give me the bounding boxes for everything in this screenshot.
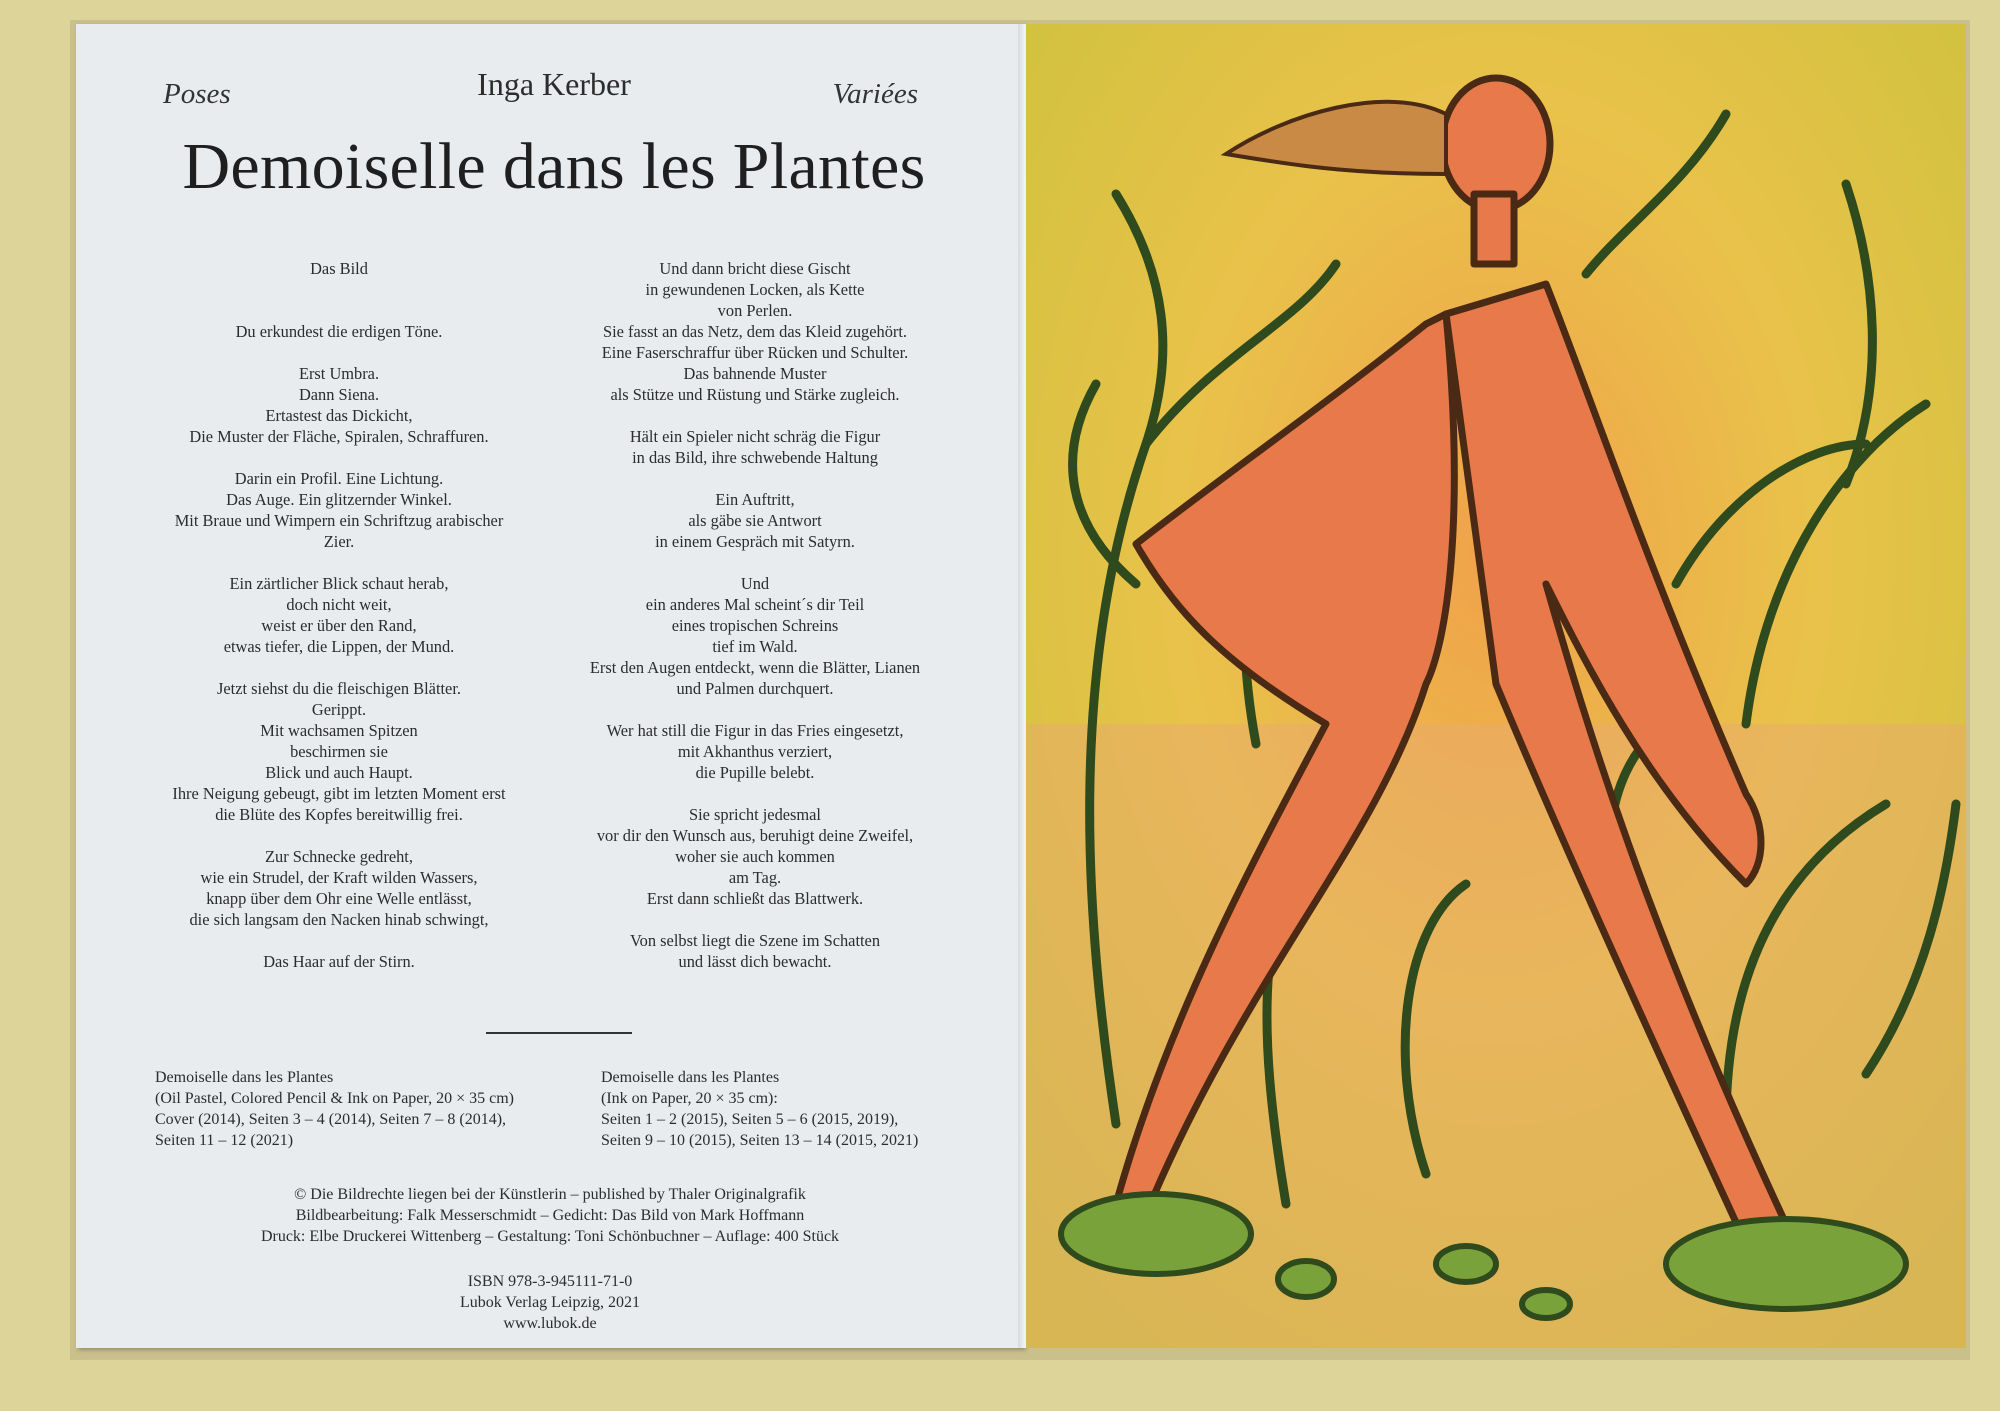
poem-stanza: Das Bild — [310, 259, 368, 278]
poem-stanza: Ein zärtlicher Blick schaut herab, doch nicht weit, weist er über den Rand, etwas tiefer, die Lippen, der Mund. — [223, 574, 455, 656]
poem-column-right — [555, 258, 955, 972]
imprint — [76, 1184, 1024, 1247]
illustration-page — [1026, 24, 1966, 1348]
publisher-info — [76, 1271, 1024, 1334]
poem-column-left — [139, 258, 539, 972]
poem-stanza: Und dann bricht diese Gischt in gewundenen Locken, als Kette von Perlen. Sie fasst an das Netz, dem das Kleid zugehört. Eine Faserschraffur über Rücken und Schulter. Das bahnende Muster als Stütze und Rüstung und Stärke zugleich. — [601, 259, 909, 404]
poem-stanza: Hält ein Spieler nicht schräg die Figur in das Bild, ihre schwebende Haltung — [629, 427, 881, 467]
poem-stanza: Zur Schnecke gedreht, wie ein Strudel, der Kraft wilden Wassers, knapp über dem Ohr eine Welle entlässt, die sich langsam den Nacken hinab schwingt, — [189, 847, 489, 929]
poem-stanza: Das Haar auf der Stirn. — [263, 952, 415, 971]
poem-stanza: Erst Umbra. Dann Siena. Ertastest das Dickicht, Die Muster der Fläche, Spiralen, Schraffuren. — [189, 364, 489, 446]
isbn-text: ISBN 978-3-945111-71-0 Lubok Verlag Leipzig, 2021 www.lubok.de — [459, 1273, 641, 1332]
credits-text: Demoiselle dans les Plantes (Ink on Paper, 20 × 35 cm): Seiten 1 – 2 (2015), Seiten 5 – 6 (2015, 2019), Seiten 9 – 10 (2015), Seiten 13 – 14 (2015, 2021) — [601, 1069, 919, 1149]
imprint-text: © Die Bildrechte liegen bei der Künstlerin – published by Thaler Originalgrafik Bildbearbeitung: Falk Messerschmidt – Gedicht: Das Bild von Mark Hoffmann Druck: Elbe Druckerei Wittenberg – Gestaltung: Toni Schönbuchner – Auflage: 400 Stück — [260, 1186, 840, 1245]
poem-stanza: Ein Auftritt, als gäbe sie Antwort in einem Gespräch mit Satyrn. — [655, 490, 855, 551]
figure-illustration — [1026, 24, 1966, 1348]
section-divider — [486, 1032, 632, 1034]
poem-stanza: Jetzt siehst du die fleischigen Blätter. Gerippt. Mit wachsamen Spitzen beschirmen sie Blick und auch Haupt. Ihre Neigung gebeugt, gibt im letzten Moment erst die Blüte des Kopfes bereitwillig frei. — [172, 679, 506, 824]
poem-stanza: Wer hat still die Figur in das Fries eingesetzt, mit Akhanthus verziert, die Pupille belebt. — [606, 721, 904, 782]
poem-stanza: Du erkundest die erdigen Töne. — [235, 322, 443, 341]
page-title: Demoiselle dans les Plantes — [182, 130, 926, 203]
poem-stanza: Darin ein Profil. Eine Lichtung. Das Auge. Ein glitzernder Winkel. Mit Braue und Wimpern ein Schriftzug arabischer Zier. — [174, 469, 504, 551]
author-name: Inga Kerber — [477, 66, 631, 102]
poem-stanza: Von selbst liegt die Szene im Schatten und lässt dich bewacht. — [629, 931, 881, 971]
credits-text: Demoiselle dans les Plantes (Oil Pastel, Colored Pencil & Ink on Paper, 20 × 35 cm) Cover (2014), Seiten 3 – 4 (2014), Seiten 7 – 8 (2014), Seiten 11 – 12 (2021) — [155, 1069, 514, 1149]
series-label-right: Variées — [832, 78, 918, 110]
poem-spacer — [139, 279, 539, 300]
poem-stanza: Sie spricht jedesmal vor dir den Wunsch aus, beruhigt deine Zweifel, woher sie auch kommen am Tag. Erst dann schließt das Blattwerk. — [596, 805, 914, 908]
credits-left — [155, 1067, 575, 1151]
credits-right — [601, 1067, 1021, 1151]
text-page — [76, 24, 1024, 1348]
poem-stanza: Und ein anderes Mal scheint´s dir Teil eines tropischen Schreins tief im Wald. Erst den Augen entdeckt, wenn die Blätter, Lianen und Palmen durchquert. — [589, 574, 921, 698]
series-label-left: Poses — [163, 78, 231, 110]
